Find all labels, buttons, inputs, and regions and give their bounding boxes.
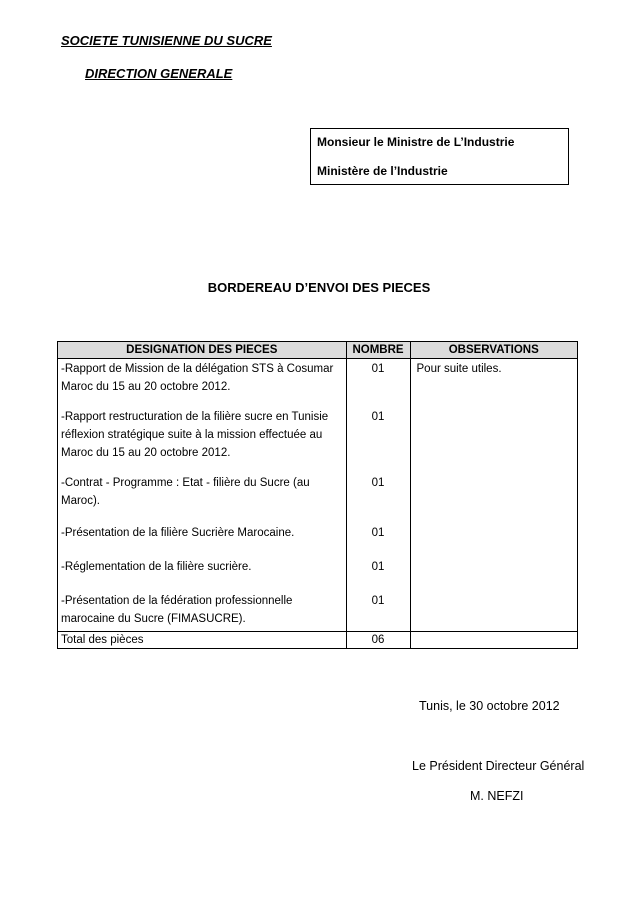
header-designation: DESIGNATION DES PIECES (58, 342, 347, 359)
table-row: -Rapport de Mission de la délégation STS à Cosumar Maroc du 15 au 20 octobre 2012. (61, 363, 334, 393)
header-observations: OBSERVATIONS (410, 342, 578, 359)
table-row: -Rapport restructuration de la filière sucre en Tunisie réflexion stratégique suite à la mission effectuée au Maroc du 15 au 20 octobre 2012. (61, 411, 329, 459)
count-value: 01 (371, 561, 385, 573)
total-observation (410, 632, 578, 649)
header-nombre: NOMBRE (346, 342, 410, 359)
count-value: 01 (371, 527, 385, 539)
table-body-row (58, 359, 578, 632)
observations-cell (410, 359, 578, 632)
observation-text: Pour suite utiles. (416, 363, 502, 375)
recipient-line-2: Ministère de l’Industrie (317, 164, 448, 178)
division-name: DIRECTION GENERALE (85, 66, 233, 81)
recipient-box (310, 128, 569, 185)
count-value: 01 (371, 595, 385, 607)
count-value: 01 (371, 411, 385, 423)
pieces-table (57, 341, 578, 649)
table-row: -Contrat - Programme : Etat - filière du Sucre (au Maroc). (61, 477, 310, 507)
date-line: Tunis, le 30 octobre 2012 (419, 699, 560, 713)
company-name: SOCIETE TUNISIENNE DU SUCRE (61, 33, 272, 48)
total-value: 06 (346, 632, 410, 649)
table-row: -Présentation de la fédération professionnelle marocaine du Sucre (FIMASUCRE). (61, 595, 293, 625)
table-row: -Présentation de la filière Sucrière Marocaine. (61, 527, 295, 539)
total-label: Total des pièces (58, 632, 347, 649)
nombre-cell (346, 359, 410, 632)
count-value: 01 (371, 363, 385, 375)
recipient-line-1: Monsieur le Ministre de L’Industrie (317, 135, 515, 149)
table-header-row (58, 342, 578, 359)
document-title: BORDEREAU D’ENVOI DES PIECES (207, 280, 431, 295)
designation-cell (58, 359, 347, 632)
table-row: -Réglementation de la filière sucrière. (61, 561, 252, 573)
total-row (58, 632, 578, 649)
signatory-title: Le Président Directeur Général (412, 759, 585, 773)
count-value: 01 (371, 477, 385, 489)
signatory-name: M. NEFZI (470, 789, 524, 803)
